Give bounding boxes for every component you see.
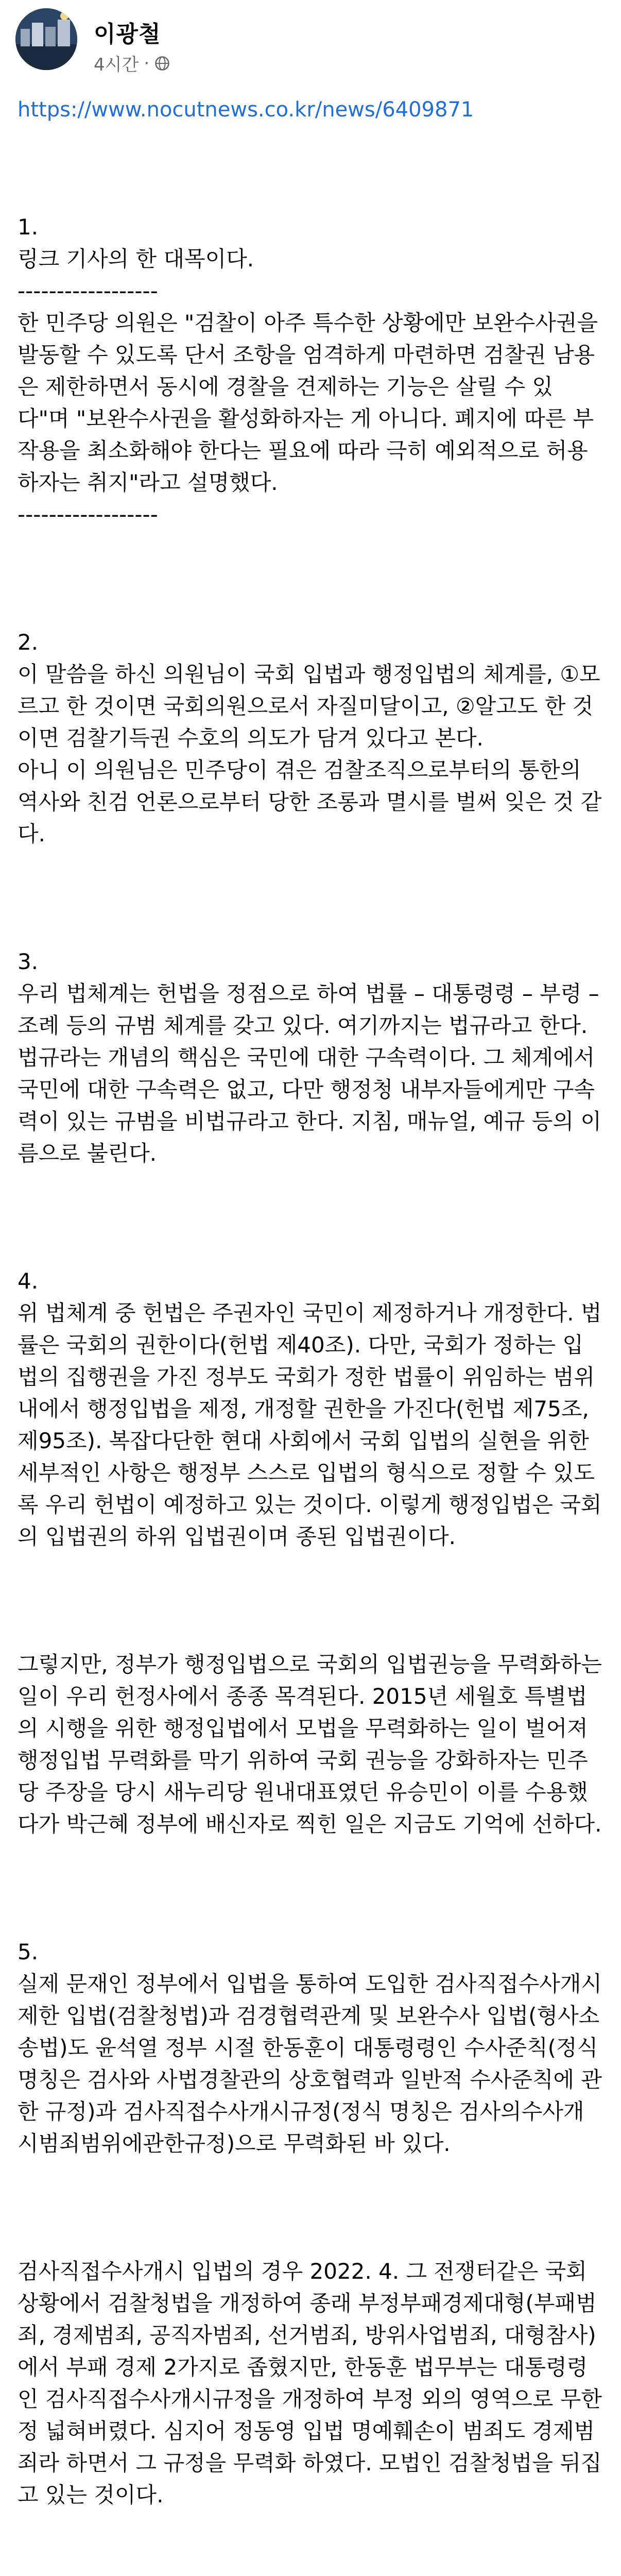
article-link[interactable]: https://www.nocutnews.co.kr/news/6409871 — [18, 98, 474, 122]
author-name[interactable]: 이광철 — [94, 21, 161, 47]
post-header — [0, 0, 621, 98]
paragraph: 2. 이 말씀을 하신 의원님이 국회 입법과 행정입법의 체계를, ①모르고 한 것이면 국회의원으로서 자질미달이고, ②알고도 한 것이면 검찰기득권 수호의 의도가 담겨 있다고 본다. 아니 이 의원님은 민주당이 겪은 검찰조직으로부터의 통한의 역사와 친검 언론으로부터 당한 조롱과 멸시를 벌써 잊은 것 같다. — [18, 630, 602, 846]
paragraph: 검사직접수사개시 입법의 경우 2022. 4. 그 전쟁터같은 국회 상황에서 검찰청법을 개정하여 종래 부정부패경제대형(부패범죄, 경제범죄, 공직자범죄, 선거범죄, 방위사업범죄, 대형참사)에서 부패 경제 2가지로 좁혔지만, 한동훈 법무부는 대통령령인 검사직접수사개시규정을 개정하여 부정 외의 영역으로 무한정 넓혀버렸다. 심지어 정동영 입법 명예훼손이 범죄도 경제범죄라 하면서 그 규정을 무력화 하였다. 모법인 검찰청법을 뒤집고 있는 것이다. — [18, 2259, 602, 2507]
paragraph: 4. 위 법체계 중 헌법은 주권자인 국민이 제정하거나 개정한다. 법률은 국회의 권한이다(헌법 제40조). 다만, 국회가 정하는 입법의 집행권을 가진 정부도 국회가 정한 법률이 위임하는 범위 내에서 행정입법을 제정, 개정할 권한을 가진다(헌법 제75조, 제95조). 복잡다단한 현대 사회에서 국회 입법의 실현을 위한 세부적인 사항은 행정부 스스로 입법의 형식으로 정할 수 있도록 우리 헌법이 예정하고 있는 것이다. 이렇게 행정입법은 국회의 입법권의 하위 입법권이며 종된 입법권이다. — [18, 1268, 602, 1549]
paragraph: 1. 링크 기사의 한 대목이다. ------------------ 한 민주당 의원은 "검찰이 아주 특수한 상황에만 보완수사권을 발동할 수 있도록 단서 조항을 엄격하게 마련하면 검찰권 남용은 제한하면서 동시에 경찰을 견제하는 기능은 살릴 수 있다"며 "보완수사권을 활성화하자는 게 아니다. 폐지에 따른 부작용을 최소화해야 한다는 필요에 따라 극히 예외적으로 허용하자는 취지"라고 설명했다. ------------------ — [18, 214, 598, 527]
avatar[interactable] — [15, 8, 77, 70]
paragraph: 3. 우리 법체계는 헌법을 정점으로 하여 법률 – 대통령령 – 부령 – 조례 등의 규범 체계를 갖고 있다. 여기까지는 법규라고 한다. 법규라는 개념의 핵심은 국민에 대한 구속력이다. 그 체계에서 국민에 대한 구속력은 없고, 다만 행정청 내부자들에게만 구속력이 있는 규범을 비법규라고 한다. 지침, 매뉴얼, 예규 등의 이름으로 불린다. — [18, 949, 601, 1166]
post-body — [0, 147, 621, 2576]
globe-icon — [154, 56, 170, 71]
paragraph: 5. 실제 문재인 정부에서 입법을 통하여 도입한 검사직접수사개시제한 입법(검찰청법)과 검경협력관계 및 보완수사 입법(형사소송법)도 윤석열 정부 시절 한동훈이 대통령령인 수사준칙(정식 명칭은 검사와 사법경찰관의 상호협력과 일반적 수사준칙에 관한 규정)과 검사직접수사개시규정(정식 명칭은 검사의수사개시범죄범위에관한규정)으로 무력화된 바 있다. — [18, 1939, 602, 2156]
post-time[interactable]: 4시간 — [94, 55, 139, 75]
paragraph: 그렇지만, 정부가 행정입법으로 국회의 입법권능을 무력화하는 일이 우리 헌정사에서 종종 목격된다. 2015년 세월호 특별법의 시행을 위한 행정입법에서 모법을 무력화하는 일이 벌어져 행정입법 무력화를 막기 위하여 국회 권능을 강화하자는 민주당 주장을 당시 새누리당 원내대표였던 유승민이 이를 수용했다가 박근혜 정부에 배신자로 찍힌 일은 지금도 기억에 선하다. — [18, 1652, 609, 1837]
post-meta: 4시간 · — [94, 50, 170, 76]
